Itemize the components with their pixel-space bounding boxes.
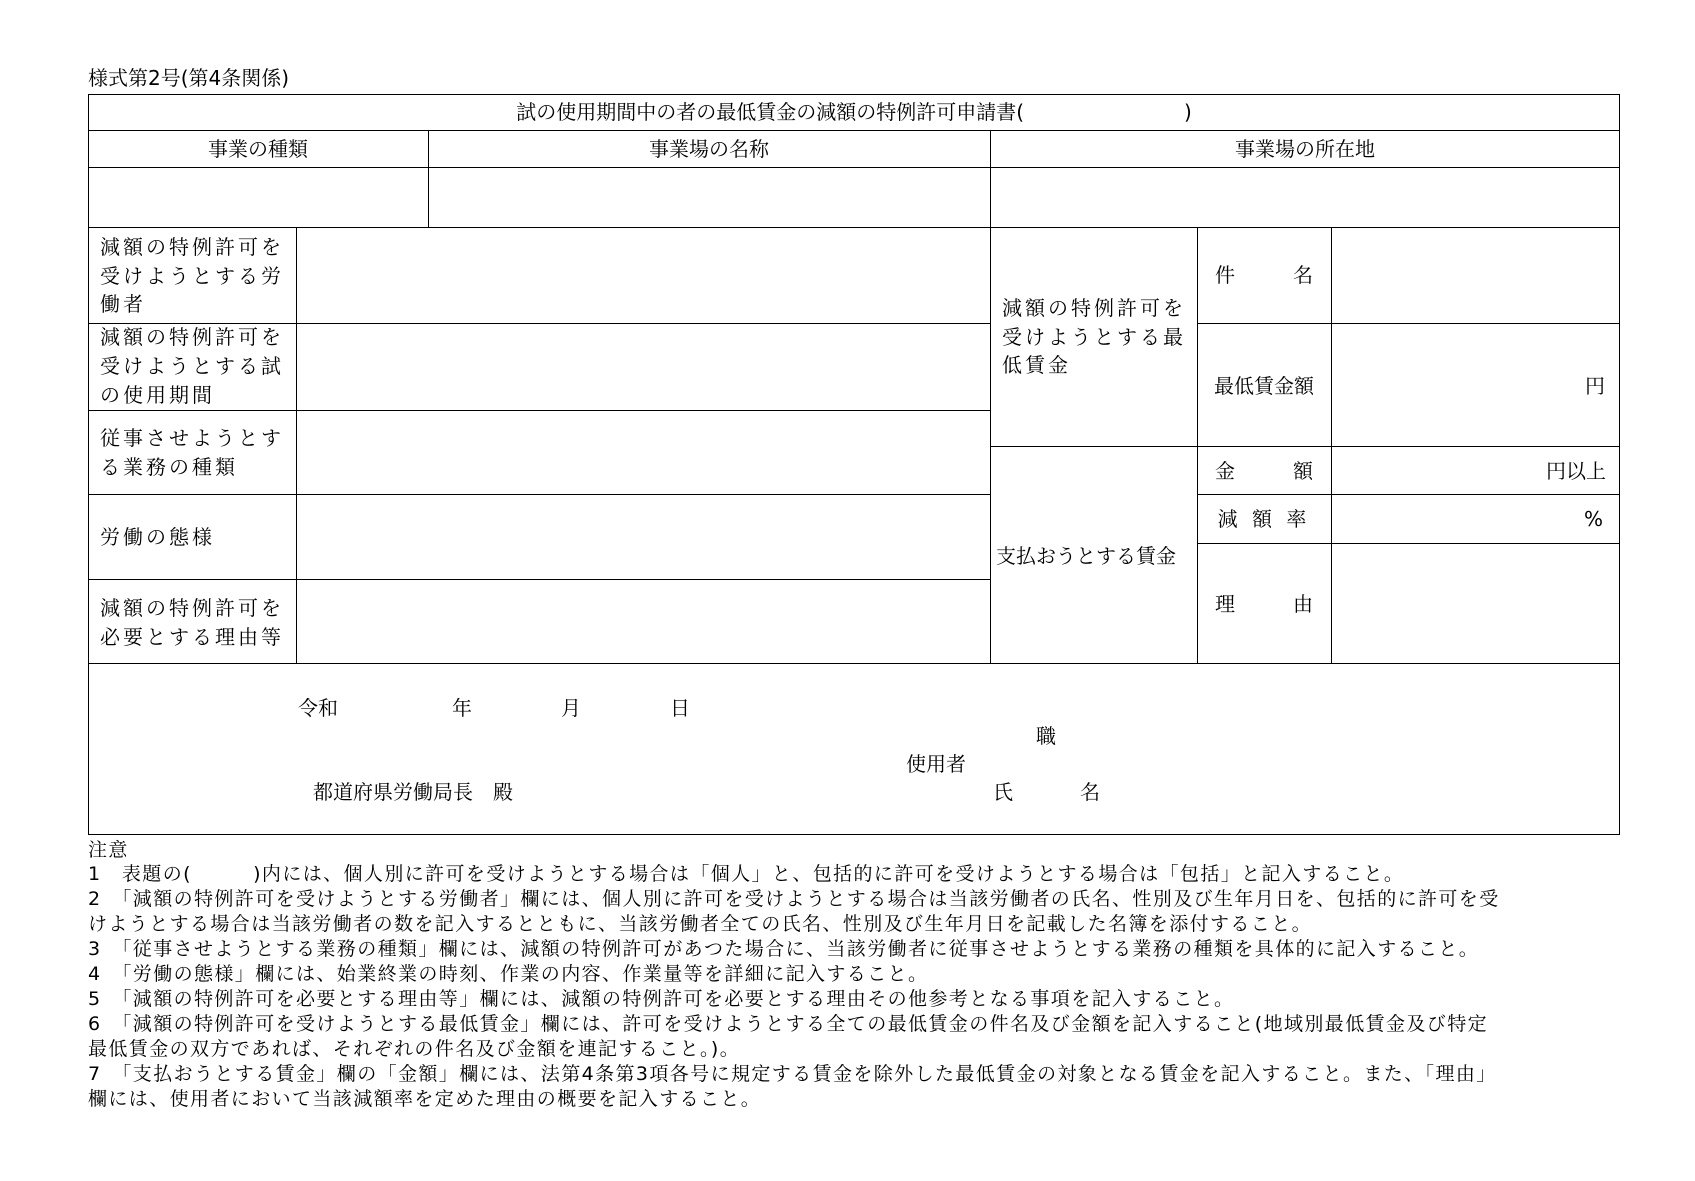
label-reason: 必要とする理由等 — [100, 625, 284, 649]
field-reason[interactable] — [298, 581, 988, 661]
label-worker: 減額の特例許可を — [100, 235, 284, 259]
label-amount: 額 — [1293, 459, 1313, 483]
note-line: 欄には、使用者において当該減額率を定めた理由の概要を記入すること。 — [88, 1088, 762, 1110]
label-position: 職 — [1036, 724, 1056, 748]
label-min-wage: 受けようとする最 — [1002, 325, 1186, 349]
label-reason-short: 理 — [1215, 592, 1235, 616]
divider — [1197, 543, 1620, 544]
header-workplace-name: 事業場の名称 — [649, 137, 769, 161]
note-line: 6 「減額の特例許可を受けようとする最低賃金」欄には、許可を受けようとする全ての最低賃金の件名及び金額を記入すること(地域別最低賃金及び特定 — [88, 1013, 1489, 1035]
label-job-type: 従事させようとす — [100, 426, 284, 450]
field-reduction-rate[interactable] — [1333, 496, 1573, 541]
label-trial-period: の使用期間 — [100, 383, 215, 407]
label-name: 件 — [1215, 263, 1235, 287]
field-worker[interactable] — [298, 229, 988, 321]
field-min-wage-amount[interactable] — [1333, 325, 1573, 444]
label-trial-period: 減額の特例許可を — [100, 325, 284, 349]
note-line: 1 表題の( )内には、個人別に許可を受けようとする場合は「個人」と、包括的に許可を受けようとする場合は「包括」と記入すること。 — [88, 863, 1405, 885]
label-employer: 使用者 — [906, 752, 966, 776]
divider — [88, 227, 1620, 228]
divider — [88, 323, 990, 324]
divider — [1331, 227, 1332, 663]
field-trial-period[interactable] — [298, 325, 988, 408]
label-reason: 減額の特例許可を — [100, 596, 284, 620]
divider — [1197, 323, 1620, 324]
note-line: けようとする場合は当該労働者の数を記入するとともに、当該労働者全ての氏名、性別及び生年月日を記載した名簿を添付すること。 — [88, 913, 1313, 935]
label-name: 名 — [1293, 263, 1313, 287]
label-min-wage: 減額の特例許可を — [1002, 296, 1186, 320]
divider — [88, 494, 990, 495]
divider — [88, 579, 990, 580]
divider — [990, 446, 1620, 447]
label-min-wage-amount: 最低賃金額 — [1214, 374, 1314, 398]
label-work-mode: 労働の態様 — [100, 525, 215, 549]
divider — [1197, 227, 1198, 663]
field-work-mode[interactable] — [298, 496, 988, 577]
header-business-type: 事業の種類 — [208, 137, 308, 161]
unit-percent: % — [1583, 507, 1603, 531]
form-title: 試の使用期間中の者の最低賃金の減額の特例許可申請書( ) — [516, 100, 1192, 124]
field-business-type[interactable] — [90, 169, 426, 225]
divider — [88, 130, 1620, 131]
label-worker: 受けようとする労 — [100, 264, 284, 288]
notes-heading: 注意 — [88, 839, 129, 861]
field-pay-reason[interactable] — [1333, 545, 1618, 661]
form-number: 様式第2号(第4条関係) — [88, 66, 290, 90]
note-line: 4 「労働の態様」欄には、始業終業の時刻、作業の内容、作業量等を詳細に記入すること。 — [88, 963, 929, 985]
date-day: 日 — [670, 696, 690, 720]
addressee: 都道府県労働局長 殿 — [313, 780, 513, 804]
note-line: 3 「従事させようとする業務の種類」欄には、減額の特例許可があつた場合に、当該労働者に従事させようとする業務の種類を具体的に記入すること。 — [88, 938, 1480, 960]
label-worker: 働者 — [100, 292, 146, 316]
note-line: 最低賃金の双方であれば、それぞれの件名及び金額を連記すること。)。 — [88, 1038, 741, 1060]
label-employer-name: 名 — [1080, 780, 1100, 804]
label-reduction-rate: 減 額 率 — [1217, 507, 1311, 531]
divider — [296, 227, 297, 663]
field-min-wage-name[interactable] — [1333, 229, 1618, 321]
label-employer-name: 氏 — [993, 780, 1013, 804]
divider — [88, 663, 1620, 664]
divider — [88, 167, 1620, 168]
divider — [990, 130, 991, 663]
label-min-wage: 低賃金 — [1002, 353, 1071, 377]
note-line: 2 「減額の特例許可を受けようとする労働者」欄には、個人別に許可を受けようとする場合は当該労働者の氏名、性別及び生年月日を、包括的に許可を受 — [88, 888, 1500, 910]
label-trial-period: 受けようとする試 — [100, 354, 284, 378]
header-workplace-location: 事業場の所在地 — [1235, 137, 1375, 161]
divider — [1197, 494, 1620, 495]
field-job-type[interactable] — [298, 412, 988, 492]
label-reason-short: 由 — [1293, 592, 1313, 616]
divider — [428, 130, 429, 227]
field-workplace-location[interactable] — [992, 169, 1618, 225]
date-era: 令和 — [298, 696, 338, 720]
label-pay: 支払おうとする賃金 — [996, 544, 1176, 568]
unit-yen-or-more: 円以上 — [1546, 459, 1606, 483]
note-line: 5 「減額の特例許可を必要とする理由等」欄には、減額の特例許可を必要とする理由その他参考となる事項を記入すること。 — [88, 988, 1235, 1010]
divider — [88, 410, 990, 411]
field-pay-amount[interactable] — [1333, 448, 1533, 492]
date-year: 年 — [452, 696, 472, 720]
unit-yen: 円 — [1585, 374, 1605, 398]
label-amount: 金 — [1215, 459, 1235, 483]
date-month: 月 — [561, 696, 581, 720]
field-workplace-name[interactable] — [430, 169, 988, 225]
note-line: 7 「支払おうとする賃金」欄の「金額」欄には、法第4条第3項各号に規定する賃金を除外した最低賃金の対象となる賃金を記入すること。また、「理由」 — [88, 1063, 1497, 1085]
label-job-type: る業務の種類 — [100, 455, 238, 479]
